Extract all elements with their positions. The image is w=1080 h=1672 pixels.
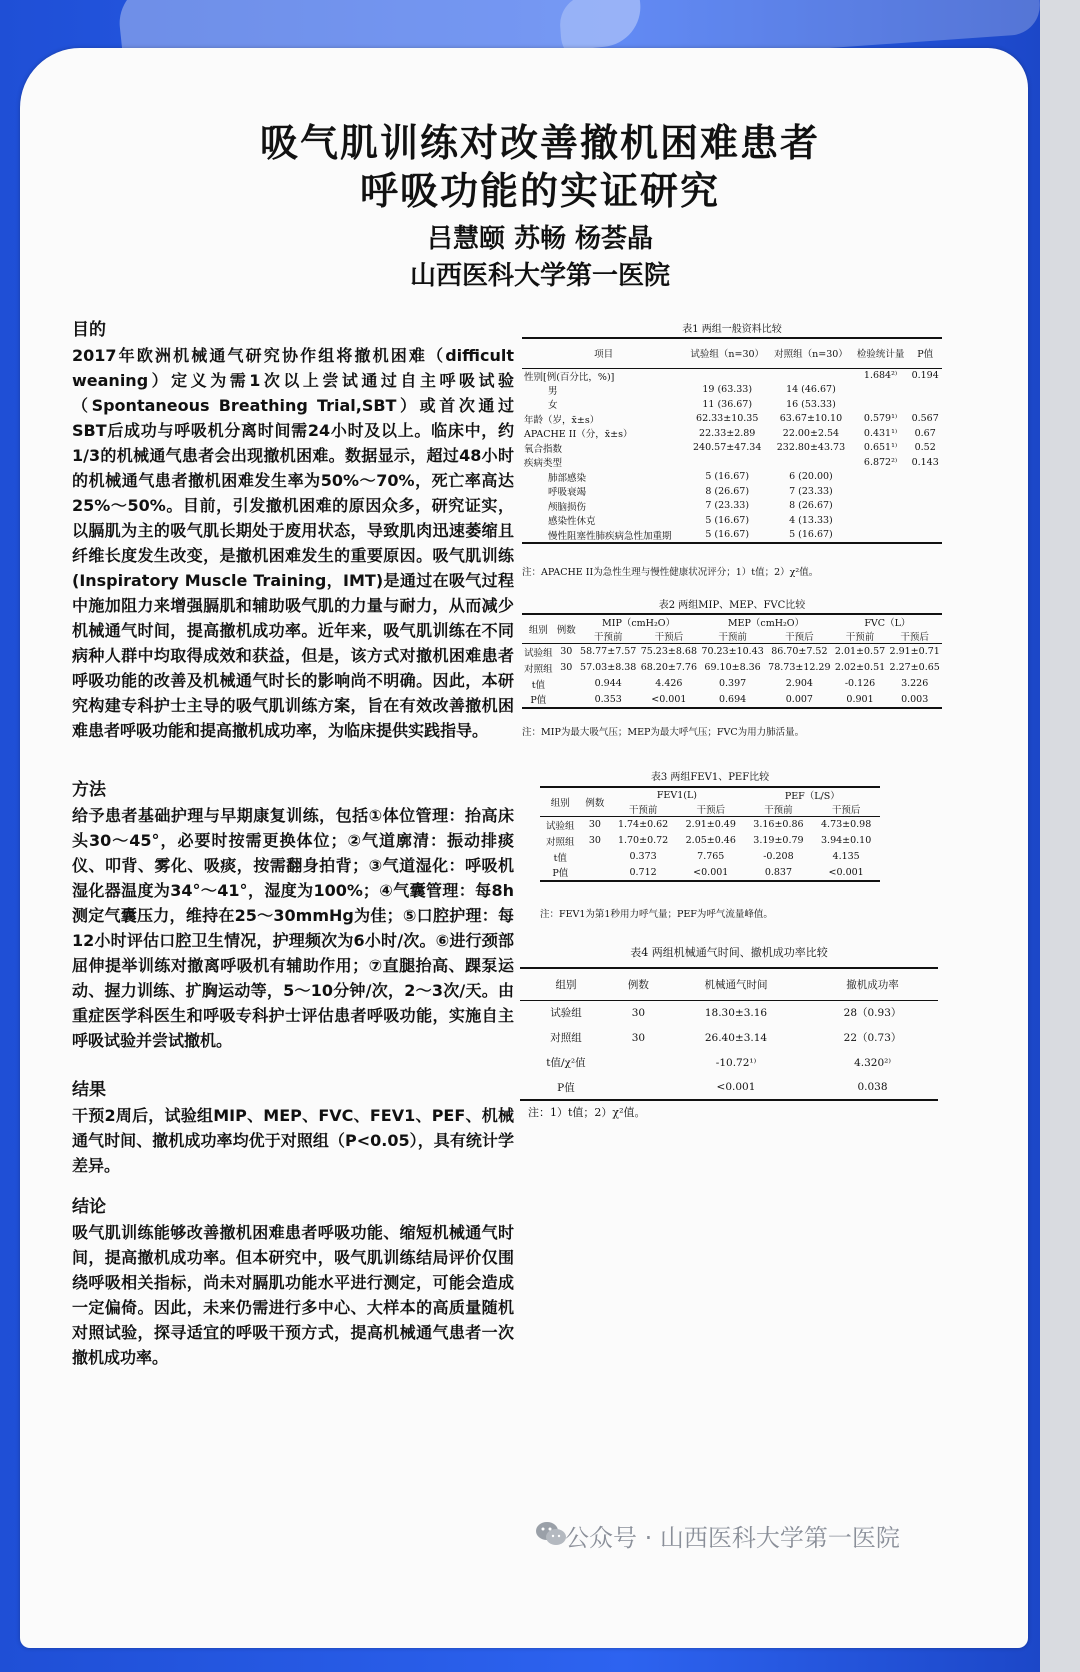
table-cell: 0.397 xyxy=(718,678,747,689)
table-cell: 7 (23.33) xyxy=(705,500,750,512)
table2-subheader: 干预前 xyxy=(718,632,747,643)
table-row xyxy=(522,397,942,412)
table-cell: P值 xyxy=(557,1081,575,1094)
table-cell: 3.94±0.10 xyxy=(821,835,872,846)
methods-text: 给予患者基础护理与早期康复训练，包括①体位管理：抬高床头30～45°，必要时按需更换体位；②气道廓清：振动排痰仪、叩背、雾化、吸痰，按需翻身拍背；③气道湿化：呼吸机湿化器温度为34°～41°，湿度为100%；④气囊管理：每8h测定气囊压力，维持在25～30mmHg为佳；⑤口腔护理：每12小时评估口腔卫生情况，护理频次为6小时/次。⑥进行颈部屈伸提举训练对撤离呼吸机有辅助作用；⑦直腿抬高、踝泵运动、握力训练、扩胸运动等，5～10分钟/次，2～3次/天。由重症医学科医生和呼吸专科护士评估患者呼吸功能，实施自主呼吸试验并尝试撤机。 xyxy=(72,806,514,1050)
table-cell: 86.70±7.52 xyxy=(771,646,828,658)
table4-caption: 表4 两组机械通气时间、撤机成功率比较 xyxy=(630,946,828,959)
table-cell: 0.143 xyxy=(911,456,939,468)
table-cell: 63.67±10.10 xyxy=(779,413,843,425)
results-text: 干预2周后，试验组MIP、MEP、FVC、FEV1、PEF、机械通气时间、撤机成功率均优于对照组（P<0.05），具有统计学差异。 xyxy=(72,1106,514,1175)
table-row xyxy=(522,455,942,470)
purpose-section xyxy=(72,318,514,743)
table-cell: 1.70±0.72 xyxy=(617,835,669,846)
table-cell: 68.20±7.76 xyxy=(640,662,698,673)
table-cell: 2.904 xyxy=(785,678,813,689)
poster-title-line2: 呼吸功能的实证研究 xyxy=(359,169,720,213)
table2-note: 注：MIP为最大吸气压；MEP为最大呼气压；FVC为用力肺活量。 xyxy=(522,727,805,738)
table-cell: 30 xyxy=(631,1006,646,1019)
table1-header: P值 xyxy=(917,349,934,361)
table-cell: 28（0.93） xyxy=(843,1007,902,1020)
table-cell: 6.872²⁾ xyxy=(863,456,898,468)
table-cell: 8 (26.67) xyxy=(789,500,833,512)
table-cell: <0.001 xyxy=(716,1081,756,1093)
table-cell xyxy=(908,513,942,528)
table-cell: 对照组 xyxy=(550,1032,582,1044)
table-cell xyxy=(908,397,942,412)
table2-header: MEP（cmH₂O） xyxy=(727,618,805,629)
table-row xyxy=(540,865,880,881)
table-cell: APACHE II（分，x̄±s） xyxy=(524,429,633,441)
conclusion-section xyxy=(72,1195,514,1370)
table-cell: 5 (16.67) xyxy=(705,529,750,540)
table-cell xyxy=(853,528,909,543)
table-cell: 30 xyxy=(560,662,573,673)
table-cell xyxy=(908,499,942,514)
table-cell: 0.353 xyxy=(594,693,622,705)
table-cell: 4.426 xyxy=(655,678,683,689)
table-cell: <0.001 xyxy=(651,693,687,705)
table-cell xyxy=(685,455,769,470)
table2-subheader: 干预后 xyxy=(654,632,684,643)
table1-header: 项目 xyxy=(594,349,614,361)
table-cell xyxy=(908,528,942,543)
table-cell: 7.765 xyxy=(697,851,725,862)
conclusion-heading: 结论 xyxy=(72,1197,106,1217)
table-cell: 3.16±0.86 xyxy=(753,819,804,831)
table-row xyxy=(522,692,942,708)
table-cell: 22.00±2.54 xyxy=(782,427,840,439)
table-row xyxy=(522,368,942,383)
table3-subheader: 干预前 xyxy=(628,805,658,816)
table2 xyxy=(522,613,942,709)
table-cell: 0.373 xyxy=(629,851,657,862)
wechat-icon xyxy=(535,1521,567,1547)
table-cell: 7 (23.33) xyxy=(789,485,833,497)
table-cell: 女 xyxy=(548,400,558,412)
table-cell: 性别[例(百分比，%)] xyxy=(524,371,615,383)
table-cell: 2.01±0.57 xyxy=(834,646,886,658)
table-cell: 69.10±8.36 xyxy=(704,662,761,673)
table-cell: 1.74±0.62 xyxy=(617,819,669,831)
table-cell: 2.27±0.65 xyxy=(889,662,940,673)
table-cell: P值 xyxy=(552,868,569,879)
table1-header: 对照组（n=30） xyxy=(774,349,848,361)
table-cell xyxy=(908,383,942,398)
table-cell: 0.567 xyxy=(911,413,939,425)
table-cell: 30 xyxy=(588,819,601,831)
table4-header: 撤机成功率 xyxy=(846,978,899,991)
results-section xyxy=(72,1078,514,1178)
table-cell: 0.007 xyxy=(785,693,813,705)
table-cell: 11 (36.67) xyxy=(702,398,753,410)
table-cell: 0.651¹⁾ xyxy=(863,442,898,454)
table2-header: FVC（L） xyxy=(864,618,911,629)
table-cell: <0.001 xyxy=(828,866,864,878)
table-cell xyxy=(555,676,578,692)
table-cell: 57.03±8.38 xyxy=(580,662,637,673)
table4 xyxy=(520,967,938,1101)
table-cell: 30 xyxy=(560,646,573,658)
table4-note: 注：1）t值；2）χ²值。 xyxy=(528,1106,646,1119)
table-row xyxy=(522,660,942,676)
table-row xyxy=(522,499,942,514)
table-cell: 30 xyxy=(631,1031,646,1044)
table-cell: 0.837 xyxy=(764,866,793,878)
table-cell: 试验组 xyxy=(550,1007,582,1020)
table-cell: -10.72¹⁾ xyxy=(715,1056,757,1069)
table-cell: 氧合指数 xyxy=(524,443,563,455)
purpose-text: 2017年欧洲机械通气研究协作组将撤机困难（difficult weaning）定义为需1次以上尝试通过自主呼吸试验（Spontaneous Breathing Trial,SBT）或首次通过SBT后成功与呼吸机分离时间需24小时及以上。临床中，约1/3的机械通气患者会出现撤机困难。数据显示，超过48小时的机械通气患者撤机困难发生率为50%～70%，死亡率高达25%～50%。目前，引发撤机困难的原因众多，研究证实，以膈肌为主的吸气肌长期处于废用状态，导致肌肉迅速萎缩且纤维长度发生改变，是撤机困难发生的重要原因。吸气肌训练(Inspiratory Muscle Training，IMT)是通过在吸气过程中施加阻力来增强膈肌和辅助吸气肌的力量与耐力，从而减少机械通气时间，提高撤机成功率。近年来，吸气肌训练在不同病种人群中均取得成效和获益，但是，该方式对撤机困难患者呼吸功能的改善及机械通气时长的影响尚不明确。因此，本研究构建专科护士主导的吸气肌训练方案，旨在有效改善撤机困难患者呼吸功能和提高撤机成功率，为临床提供实践指导。 xyxy=(72,346,514,740)
table-cell: 6 (20.00) xyxy=(789,471,833,483)
table-cell: 疾病类型 xyxy=(524,458,563,470)
table-cell: 0.712 xyxy=(629,866,657,878)
table-cell: 颅脑损伤 xyxy=(548,501,587,513)
table-cell xyxy=(853,383,909,398)
table-cell xyxy=(853,484,909,499)
table-row xyxy=(522,441,942,456)
table-cell: P值 xyxy=(530,695,547,706)
table-cell: t值 xyxy=(531,679,546,691)
table-cell xyxy=(612,1050,665,1075)
table-cell: 感染性休克 xyxy=(548,516,596,528)
table-cell: 对照组 xyxy=(524,663,553,675)
table-row xyxy=(522,644,942,660)
table-row xyxy=(522,412,942,427)
table-cell: 4.73±0.98 xyxy=(821,819,872,831)
table-cell: 0.52 xyxy=(914,442,936,454)
table2-subheader: 干预后 xyxy=(785,632,814,643)
table2-subheader: 干预后 xyxy=(900,632,929,643)
table2-subheader: 干预前 xyxy=(593,632,623,643)
table-cell: 5 (16.67) xyxy=(705,514,750,526)
table-cell xyxy=(555,692,578,708)
table-cell: 4.320²⁾ xyxy=(854,1056,891,1069)
table-cell: 试验组 xyxy=(546,820,575,832)
table-cell: 14 (46.67) xyxy=(786,384,836,396)
table-cell: 肺部感染 xyxy=(548,472,587,484)
table-row xyxy=(522,470,942,485)
table-cell xyxy=(769,368,853,383)
table3-subheader: 干预后 xyxy=(831,805,861,816)
table-cell: 18.30±3.16 xyxy=(704,1006,768,1019)
table1-header: 检验统计量 xyxy=(856,349,905,361)
table-cell: 0.038 xyxy=(857,1081,888,1093)
table-cell: 30 xyxy=(588,835,601,846)
table-row xyxy=(520,1025,938,1050)
table3-header: FEV1(L) xyxy=(656,789,697,801)
table-cell xyxy=(853,397,909,412)
table3 xyxy=(540,786,880,882)
table-cell: 240.57±47.34 xyxy=(693,442,762,454)
table-cell: 年龄（岁，x̄±s） xyxy=(524,414,600,426)
table1-header: 试验组（n=30） xyxy=(690,349,765,361)
table-cell: 232.80±43.73 xyxy=(776,442,846,454)
table2-subheader: 干预前 xyxy=(845,632,875,643)
table2-header: MIP（cmH₂O） xyxy=(601,618,676,629)
table-cell: 22.33±2.89 xyxy=(699,427,756,439)
table-cell xyxy=(769,455,853,470)
poster-authors: 吕慧颐 苏畅 杨荟晶 xyxy=(426,224,654,254)
table-cell xyxy=(685,368,769,383)
table-row xyxy=(522,484,942,499)
table-cell: 2.91±0.49 xyxy=(685,819,736,831)
table-cell: 22（0.73） xyxy=(843,1032,902,1044)
poster-title-line1: 吸气肌训练对改善撤机困难患者 xyxy=(259,121,820,165)
table-cell: -0.126 xyxy=(844,678,876,689)
table-row xyxy=(540,849,880,865)
table-cell: 62.33±10.35 xyxy=(696,413,759,425)
table-cell: 3.226 xyxy=(901,678,929,689)
table-cell: 对照组 xyxy=(546,836,575,848)
purpose-heading: 目的 xyxy=(72,320,106,340)
table2-caption: 表2 两组MIP、MEP、FVC比较 xyxy=(658,600,806,611)
table-cell: 4 (13.33) xyxy=(789,514,833,526)
table-cell: 男 xyxy=(548,385,558,397)
table-cell: 0.579¹⁾ xyxy=(863,413,898,425)
table-cell xyxy=(581,865,610,881)
table-cell: 58.77±7.57 xyxy=(580,646,637,658)
table-cell: 2.05±0.46 xyxy=(685,835,736,846)
table-cell: 5 (16.67) xyxy=(789,529,833,540)
table-cell: 4.135 xyxy=(832,851,860,862)
table-cell: 2.02±0.51 xyxy=(834,662,886,673)
table-cell: 8 (26.67) xyxy=(705,485,750,497)
table3-subheader: 干预后 xyxy=(696,805,726,816)
table-cell: <0.001 xyxy=(693,866,729,878)
table-row xyxy=(520,1050,938,1075)
table2-header: 例数 xyxy=(555,614,578,644)
table-cell: 75.23±8.68 xyxy=(640,646,698,658)
table-cell: 0.003 xyxy=(901,693,929,705)
table-cell xyxy=(581,849,610,865)
table-cell: t值/χ²值 xyxy=(546,1057,586,1069)
table-row xyxy=(540,833,880,849)
table-row xyxy=(522,383,942,398)
table3-subheader: 干预前 xyxy=(764,805,793,816)
table-cell: 0.67 xyxy=(914,427,936,439)
table-cell: -0.208 xyxy=(763,851,794,862)
table1 xyxy=(522,337,942,544)
table-cell xyxy=(612,1075,665,1100)
table-cell: 0.901 xyxy=(846,693,874,705)
table-row xyxy=(522,676,942,692)
table1-note: 注：APACHE II为急性生理与慢性健康状况评分；1）t值；2）χ²值。 xyxy=(522,567,819,578)
results-heading: 结果 xyxy=(72,1080,106,1100)
table-cell: 70.23±10.43 xyxy=(701,646,764,658)
table-cell xyxy=(908,484,942,499)
table-row xyxy=(522,513,942,528)
table4-header: 例数 xyxy=(627,978,649,991)
table-cell: 19 (63.33) xyxy=(702,384,753,396)
table-cell: 0.944 xyxy=(594,678,622,689)
table3-header: 组别 xyxy=(540,787,581,817)
table-cell: 1.684²⁾ xyxy=(863,370,898,381)
table-cell: 慢性阻塞性肺疾病急性加重期 xyxy=(548,530,672,542)
conclusion-text: 吸气肌训练能够改善撤机困难患者呼吸功能、缩短机械通气时间，提高撤机成功率。但本研究中，吸气肌训练结局评价仅围绕呼吸相关指标，尚未对膈肌功能水平进行测定，可能会造成一定偏倚。因此，未来仍需进行多中心、大样本的高质量随机对照试验，探寻适宜的呼吸干预方式，提高机械通气患者一次撤机成功率。 xyxy=(72,1223,514,1367)
table-cell: 26.40±3.14 xyxy=(704,1031,768,1044)
table-cell: 0.694 xyxy=(718,693,747,705)
table-cell xyxy=(853,513,909,528)
table-row xyxy=(520,1075,938,1100)
table4-header: 组别 xyxy=(555,978,577,991)
table-cell: 试验组 xyxy=(524,647,553,659)
table-cell: 2.91±0.71 xyxy=(889,646,940,658)
table-cell: 16 (53.33) xyxy=(786,398,836,410)
table3-header: 例数 xyxy=(581,787,610,817)
methods-heading: 方法 xyxy=(72,780,106,800)
table2-header: 组别 xyxy=(522,614,555,644)
table1-caption: 表1 两组一般资料比较 xyxy=(682,324,782,335)
table-row xyxy=(540,817,880,833)
table-cell: 0.194 xyxy=(911,370,939,381)
table-cell xyxy=(908,470,942,485)
footer-watermark: 公众号 · 山西医科大学第一医院 xyxy=(565,1524,900,1552)
table-cell: 78.73±12.29 xyxy=(768,662,831,673)
table3-note: 注：FEV1为第1秒用力呼气量；PEF为呼气流量峰值。 xyxy=(540,909,773,920)
table-cell: 5 (16.67) xyxy=(705,471,750,483)
table-row xyxy=(522,426,942,441)
table3-caption: 表3 两组FEV1、PEF比较 xyxy=(650,772,770,783)
table-cell: 呼吸衰竭 xyxy=(548,487,587,499)
poster-affiliation: 山西医科大学第一医院 xyxy=(409,261,670,291)
table-row xyxy=(522,528,942,543)
table4-header: 机械通气时间 xyxy=(704,978,768,991)
table-cell: t值 xyxy=(553,852,567,864)
table-cell: 0.431¹⁾ xyxy=(863,427,898,439)
table-cell: 3.19±0.79 xyxy=(753,835,804,846)
table-cell xyxy=(853,499,909,514)
table-row xyxy=(520,1000,938,1025)
table3-header: PEF（L/S） xyxy=(784,791,840,802)
methods-section xyxy=(72,778,514,1053)
table-cell xyxy=(853,470,909,485)
